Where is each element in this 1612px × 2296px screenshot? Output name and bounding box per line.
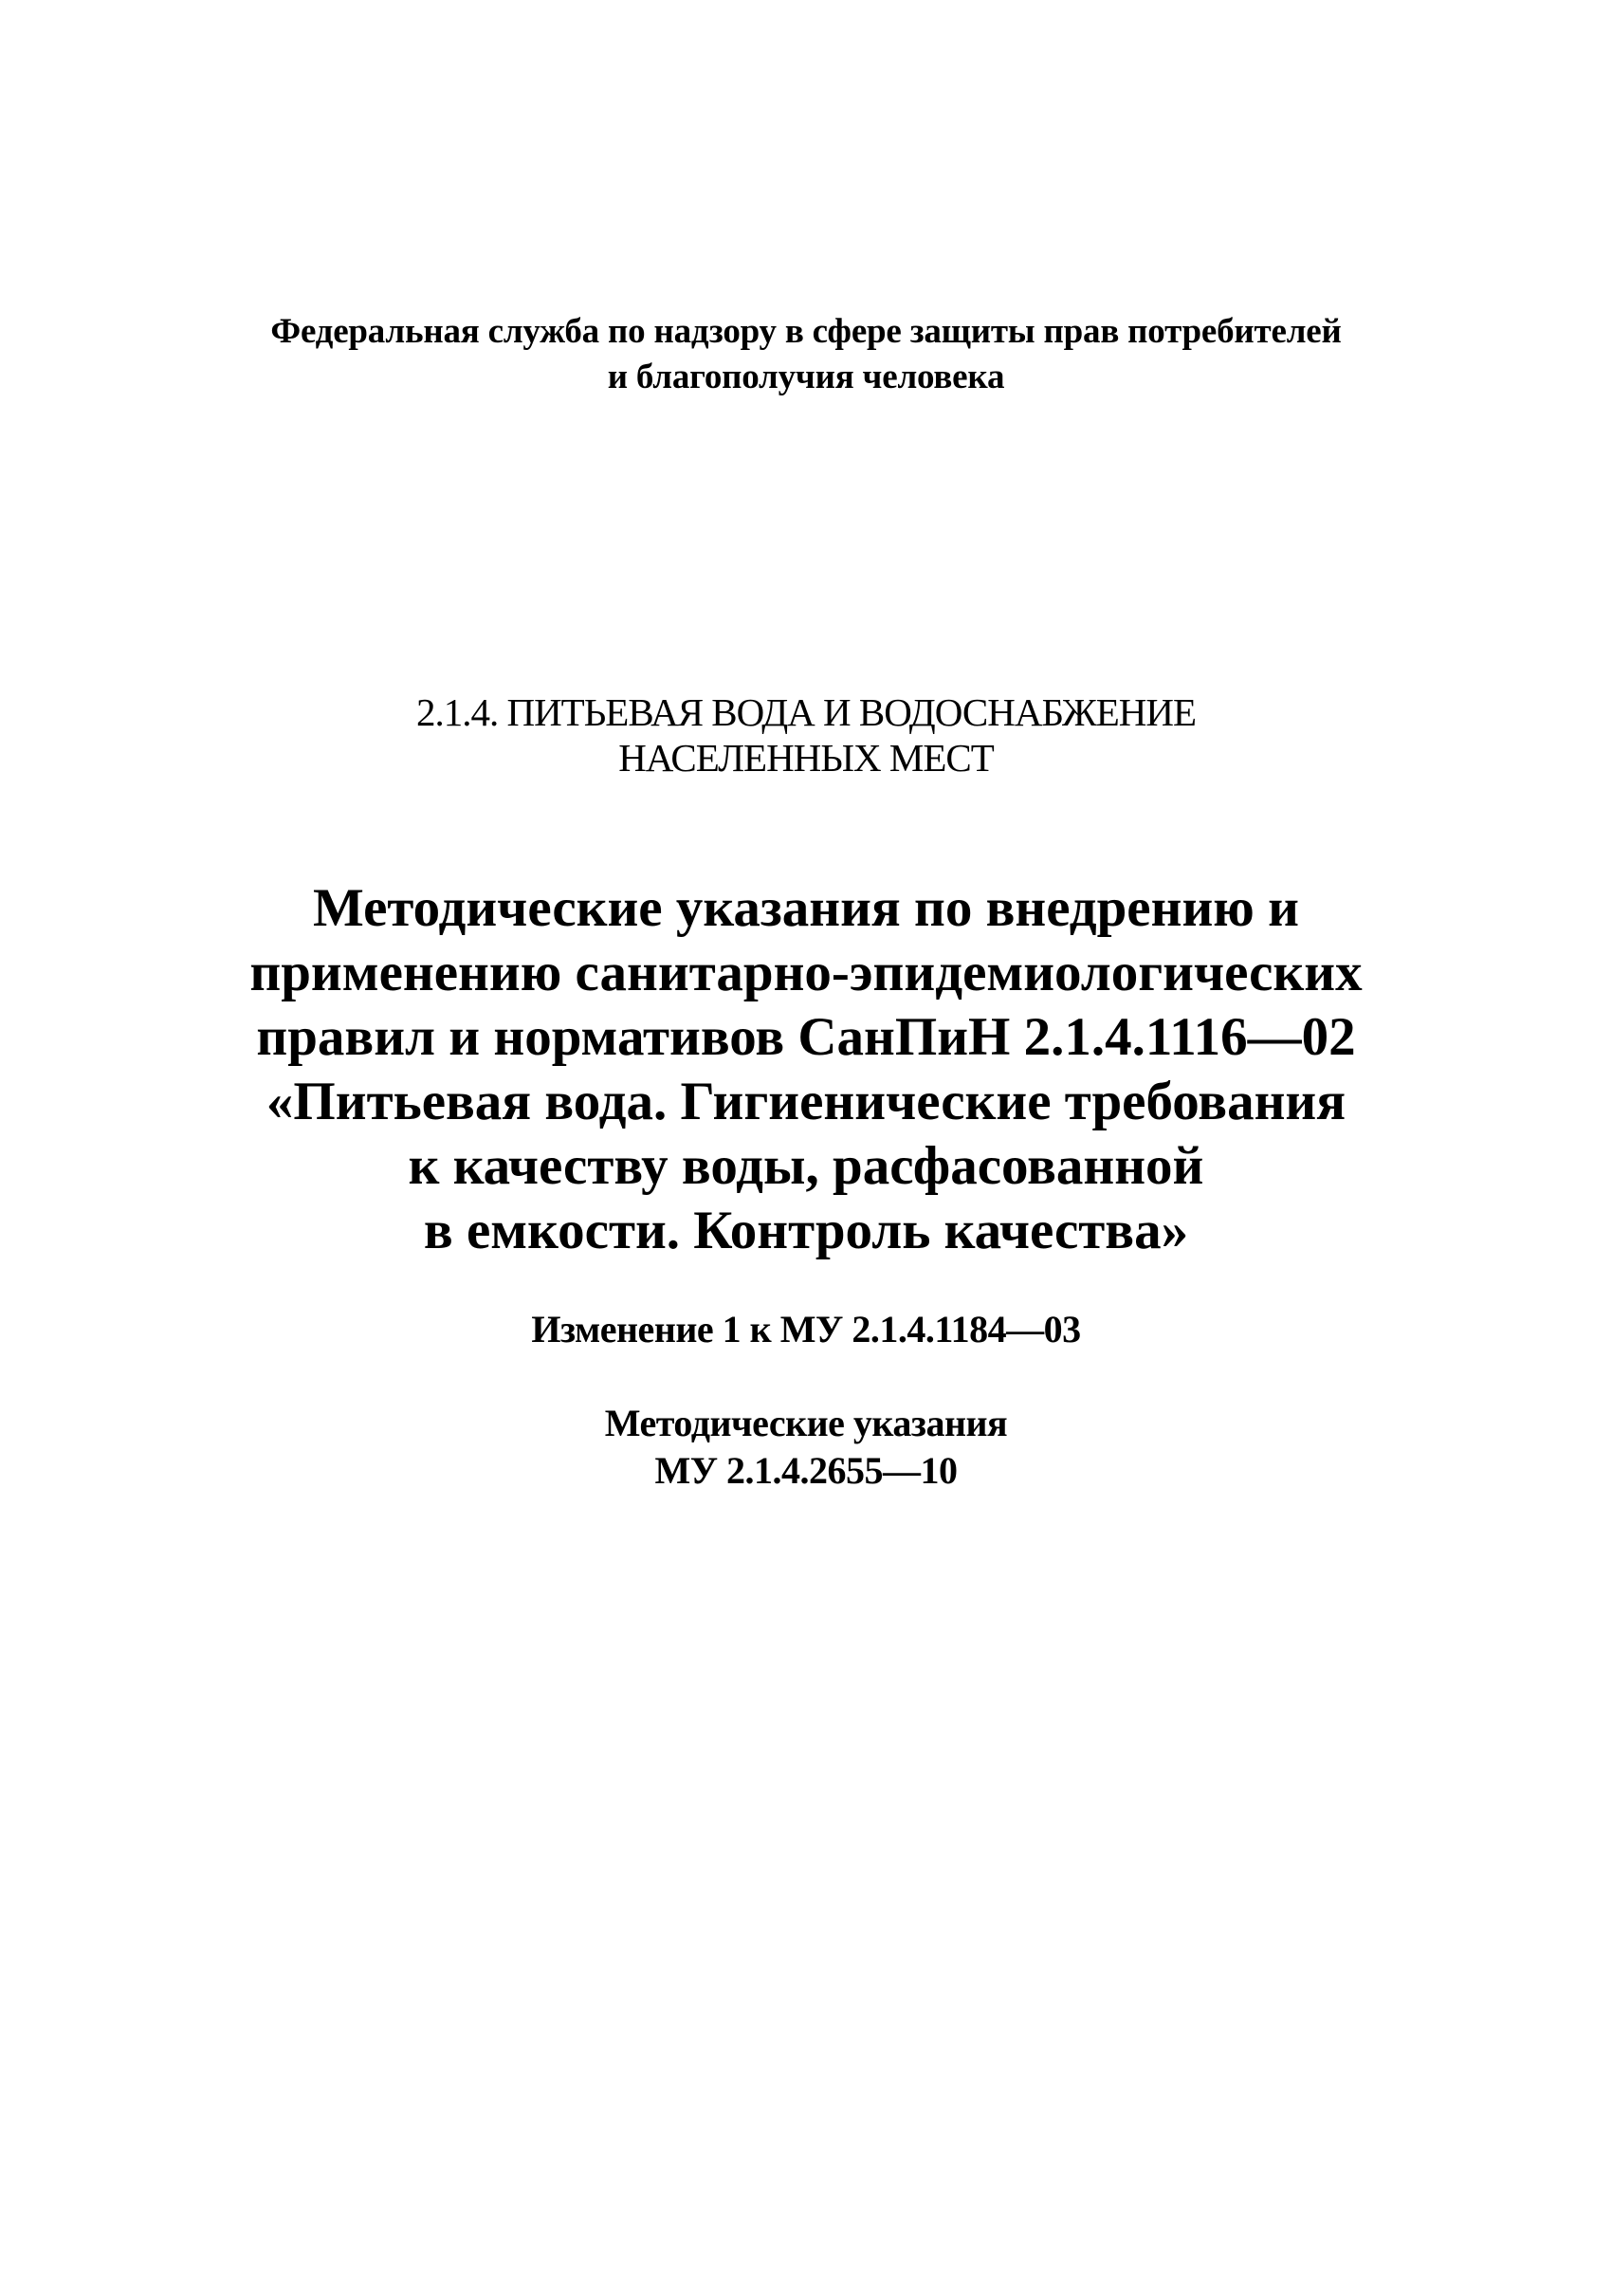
title-line-3: правил и нормативов СанПиН 2.1.4.1116—02	[256, 1007, 1356, 1067]
section-line-1: 2.1.4. ПИТЬЕВАЯ ВОДА И ВОДОСНАБЖЕНИЕ	[415, 690, 1197, 734]
title-line-2: применению санитарно-эпидемиологических	[249, 943, 1363, 1002]
guidelines-designation	[0, 1400, 1612, 1495]
guidelines-label: Методические указания	[604, 1402, 1008, 1444]
agency-line-1: Федеральная служба по надзору в сфере защиты прав потребителей	[270, 312, 1342, 351]
section-line-2: НАСЕЛЕННЫХ МЕСТ	[618, 736, 994, 780]
issuing-agency	[0, 309, 1612, 400]
document-title	[0, 876, 1612, 1263]
agency-line-2: и благополучия человека	[607, 358, 1005, 396]
title-line-1: Методические указания по внедрению и	[313, 878, 1299, 938]
amendment-note	[0, 1307, 1612, 1352]
title-line-5: к качеству воды, расфасованной	[408, 1136, 1204, 1196]
title-line-4: «Питьевая вода. Гигиенические требования	[266, 1072, 1346, 1131]
guidelines-code: МУ 2.1.4.2655—10	[654, 1449, 958, 1492]
title-line-6: в емкости. Контроль качества»	[423, 1201, 1189, 1260]
section-heading	[0, 689, 1612, 781]
amendment-text: Изменение 1 к МУ 2.1.4.1184—03	[531, 1308, 1081, 1350]
